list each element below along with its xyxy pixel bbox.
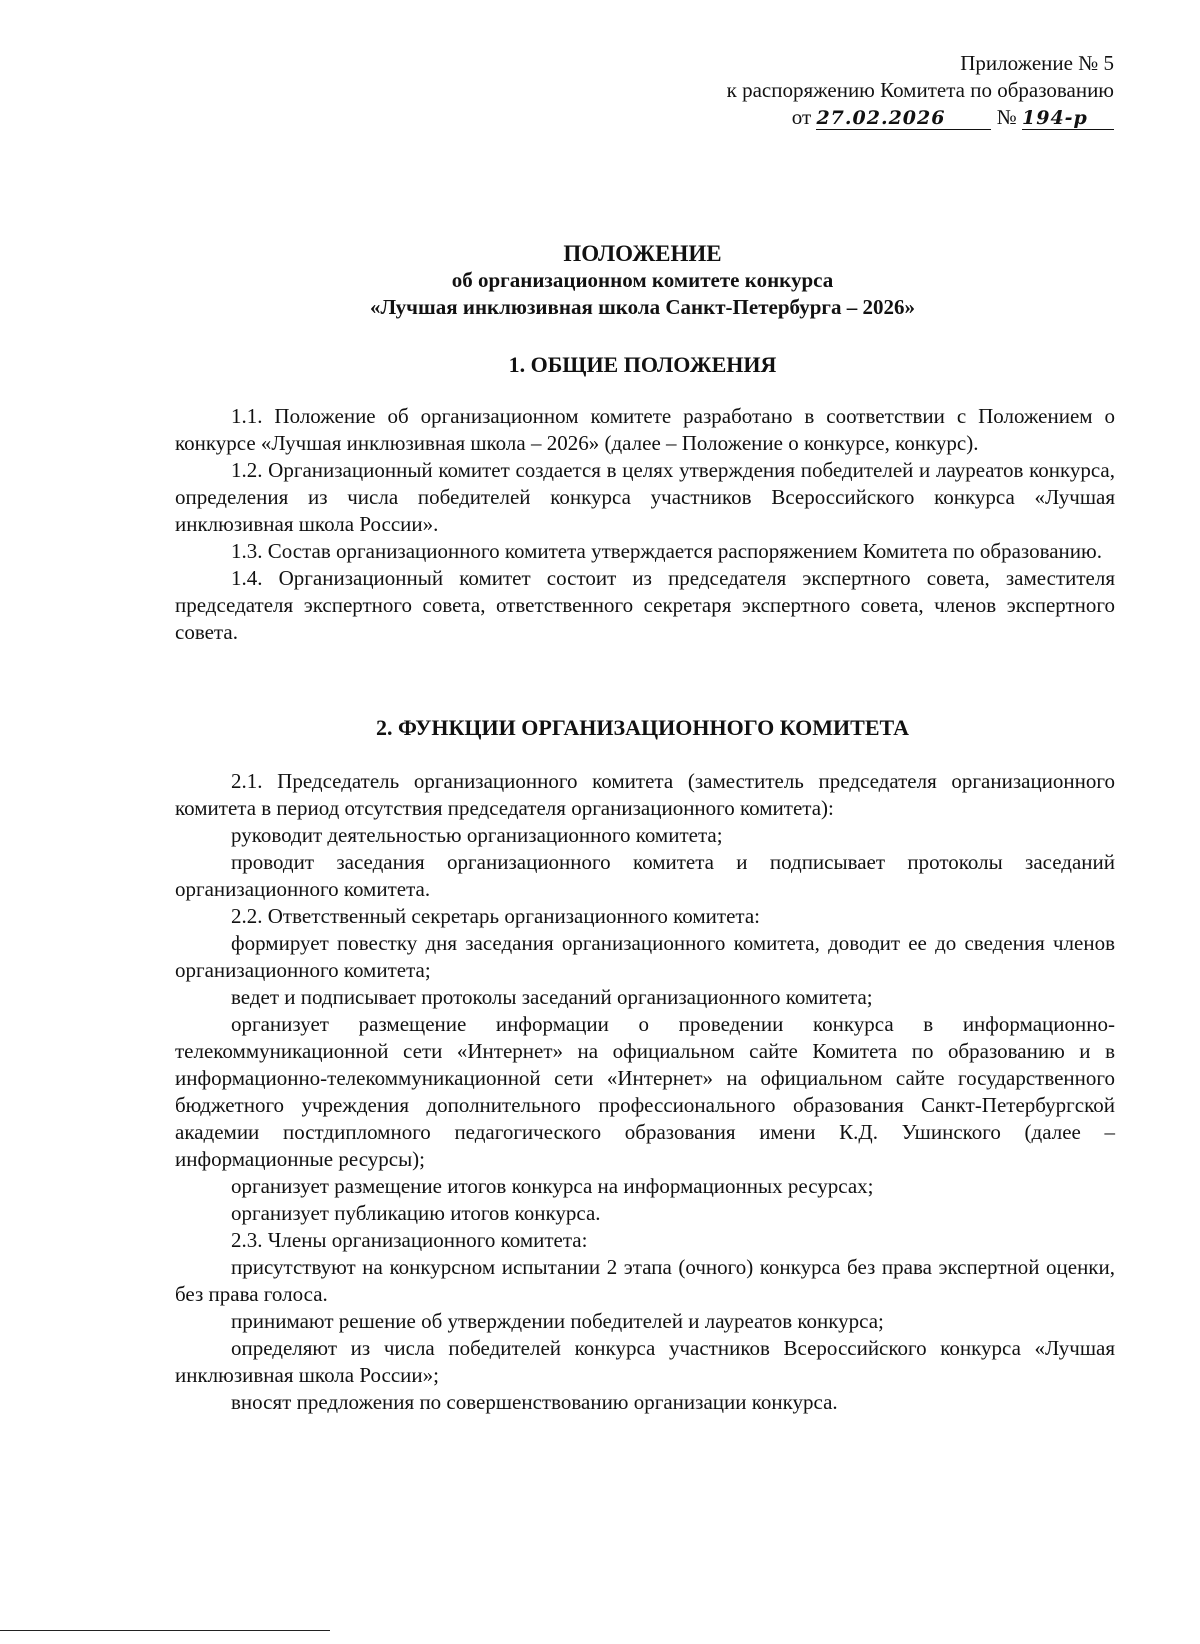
paragraph-2-3-c: определяют из числа победителей конкурса участников Всероссийского конкурса «Лучшая инклюзивная школа России»; (175, 1336, 1115, 1387)
paragraph-2-3-d: вносят предложения по совершенствованию организации конкурса. (231, 1390, 838, 1414)
number-label: № (996, 105, 1017, 129)
paragraph-2-2-e: организует публикацию итогов конкурса. (231, 1201, 601, 1225)
from-label: от (791, 105, 812, 129)
handwritten-number: 194-р (1022, 107, 1114, 130)
paragraph-2-3: 2.3. Члены организационного комитета: (231, 1228, 588, 1252)
paragraph-2-2-b: ведет и подписывает протоколы заседаний организационного комитета; (231, 985, 873, 1009)
appendix-number: Приложение № 5 (960, 51, 1114, 75)
paragraph-2-2-d: организует размещение итогов конкурса на информационных ресурсах; (231, 1174, 874, 1198)
appendix-reference: к распоряжению Комитета по образованию (726, 78, 1114, 102)
paragraph-1-3: 1.3. Состав организационного комитета утверждается распоряжением Комитета по образованию. (231, 539, 1102, 563)
paragraph-2-3-a: присутствуют на конкурсном испытании 2 этапа (очного) конкурса без права экспертной оценки, без права голоса. (175, 1255, 1115, 1306)
paragraph-2-2-a: формирует повестку дня заседания организационного комитета, доводит ее до сведения членов организационного комитета; (175, 931, 1115, 982)
paragraph-2-1-a: руководит деятельностью организационного комитета; (231, 823, 723, 847)
paragraph-2-1: 2.1. Председатель организационного комитета (заместитель председателя организационного комитета в период отсутствия председателя организационного комитета): (175, 769, 1115, 820)
section-1-heading: 1. ОБЩИЕ ПОЛОЖЕНИЯ (508, 352, 777, 377)
section-2-body (175, 768, 1115, 1416)
paragraph-1-2: 1.2. Организационный комитет создается в целях утверждения победителей и лауреатов конкурса, определения из числа победителей конкурса участников Всероссийского конкурса «Лучшая инклюзивная школа России». (175, 458, 1115, 536)
section-1-body (175, 403, 1115, 646)
paragraph-2-2-c: организует размещение информации о проведении конкурса в информационно-телекоммуникационной сети «Интернет» на официальном сайте Комитета по образованию и в информационно-телекоммуникационной сети «Интернет» на официальном сайте государственного бюджетного учреждения дополнительного профессионального образования Санкт-Петербургской академии постдипломного педагогического образования имени К.Д. Ушинского (далее – информационные ресурсы); (175, 1012, 1115, 1171)
section-2-heading: 2. ФУНКЦИИ ОРГАНИЗАЦИОННОГО КОМИТЕТА (376, 715, 909, 740)
paragraph-2-3-b: принимают решение об утверждении победителей и лауреатов конкурса; (231, 1309, 884, 1333)
appendix-date-line (727, 104, 1114, 131)
handwritten-date: 27.02.2026 (816, 107, 991, 130)
paragraph-2-2: 2.2. Ответственный секретарь организационного комитета: (231, 904, 760, 928)
title-subtitle-2: «Лучшая инклюзивная школа Санкт-Петербурга – 2026» (370, 295, 915, 319)
appendix-header (727, 50, 1114, 131)
document-title (170, 240, 1115, 321)
paragraph-1-1: 1.1. Положение об организационном комитете разработано в соответствии с Положением о конкурсе «Лучшая инклюзивная школа – 2026» (далее – Положение о конкурсе, конкурс). (175, 404, 1115, 455)
footer-divider (0, 1630, 330, 1631)
paragraph-1-4: 1.4. Организационный комитет состоит из председателя экспертного совета, заместителя председателя экспертного совета, ответственного секретаря экспертного совета, членов экспертного совета. (175, 566, 1115, 644)
title-subtitle-1: об организационном комитете конкурса (451, 268, 834, 292)
title-main: ПОЛОЖЕНИЕ (563, 241, 722, 266)
paragraph-2-1-b: проводит заседания организационного комитета и подписывает протоколы заседаний организационного комитета. (175, 850, 1115, 901)
